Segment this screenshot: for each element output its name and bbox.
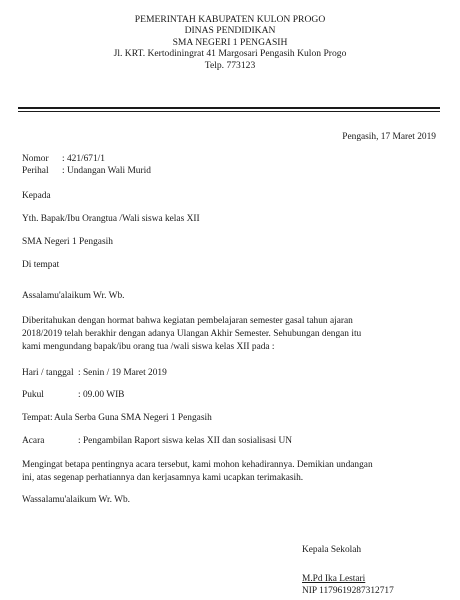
- detail-pukul-value: : 09.00 WIB: [78, 390, 125, 400]
- di-tempat: Di tempat: [22, 260, 60, 270]
- closing-paragraph-line: Mengingat betapa pentingnya acara tersebut, kami mohon kehadirannya. Demikian undangan: [22, 460, 373, 470]
- detail-acara: [22, 436, 292, 448]
- detail-pukul: [22, 390, 124, 402]
- nomor-value: : 421/671/1: [62, 154, 105, 164]
- kepada-label: Kepada: [22, 191, 51, 201]
- closing-salutation: Wassalamu'alaikum Wr. Wb.: [22, 495, 130, 505]
- detail-acara-value: : Pengambilan Raport siswa kelas XII dan sosialisasi UN: [78, 436, 293, 446]
- detail-tempat: [22, 413, 212, 425]
- detail-hari-label: Hari / tanggal: [22, 368, 74, 378]
- signature-name: M.Pd Ika Lestari: [302, 574, 366, 584]
- perihal-row: [22, 166, 151, 178]
- intro-paragraph-line: 2018/2019 telah berakhir dengan adanya Ulangan Akhir Semester. Sehubungan dengan itu: [22, 328, 362, 339]
- nomor-label: Nomor: [22, 154, 49, 164]
- letter-date: Pengasih, 17 Maret 2019: [342, 132, 436, 142]
- signature-nip: NIP 1179619287312717: [302, 586, 394, 596]
- recipient-line: Yth. Bapak/Ibu Orangtua /Wali siswa kelas XII: [22, 214, 200, 224]
- detail-tempat-value: Aula Serba Guna SMA Negeri 1 Pengasih: [54, 413, 212, 423]
- letterhead: [0, 14, 460, 71]
- detail-acara-label: Acara: [22, 436, 45, 446]
- letterhead-school: SMA NEGERI 1 PENGASIH: [172, 36, 288, 48]
- intro-paragraph-line: kami mengundang bapak/ibu orang tua /wali siswa kelas XII pada :: [22, 341, 275, 352]
- recipient-school: SMA Negeri 1 Pengasih: [22, 237, 113, 247]
- letterhead-department: DINAS PENDIDIKAN: [184, 25, 276, 37]
- detail-tempat-label: Tempat:: [22, 413, 53, 423]
- detail-hari-value: : Senin / 19 Maret 2019: [78, 368, 167, 378]
- intro-paragraph-line: Diberitahukan dengan hormat bahwa kegiatan pembelajaran semester gasal tahun ajaran: [22, 316, 353, 326]
- greeting: Assalamu'alaikum Wr. Wb.: [22, 291, 125, 301]
- letterhead-divider-thin: [18, 111, 440, 112]
- signature-title: Kepala Sekolah: [302, 545, 362, 555]
- letterhead-phone: Telp. 773123: [204, 59, 256, 71]
- letterhead-divider-thick: [18, 107, 440, 109]
- closing-paragraph-line: ini, atas segenap perhatiannya dan kerjasamnya kami ucapkan terimakasih.: [22, 472, 304, 483]
- perihal-label: Perihal: [22, 166, 49, 176]
- detail-pukul-label: Pukul: [22, 390, 44, 400]
- letterhead-address: Jl. KRT. Kertodiningrat 41 Margosari Pengasih Kulon Progo: [113, 48, 347, 60]
- nomor-row: [22, 154, 105, 166]
- perihal-value: : Undangan Wali Murid: [62, 166, 151, 176]
- detail-hari: [22, 368, 167, 380]
- intro-paragraph: [22, 315, 442, 353]
- letterhead-government: PEMERINTAH KABUPATEN KULON PROGO: [134, 14, 326, 25]
- closing-paragraph: [22, 459, 442, 485]
